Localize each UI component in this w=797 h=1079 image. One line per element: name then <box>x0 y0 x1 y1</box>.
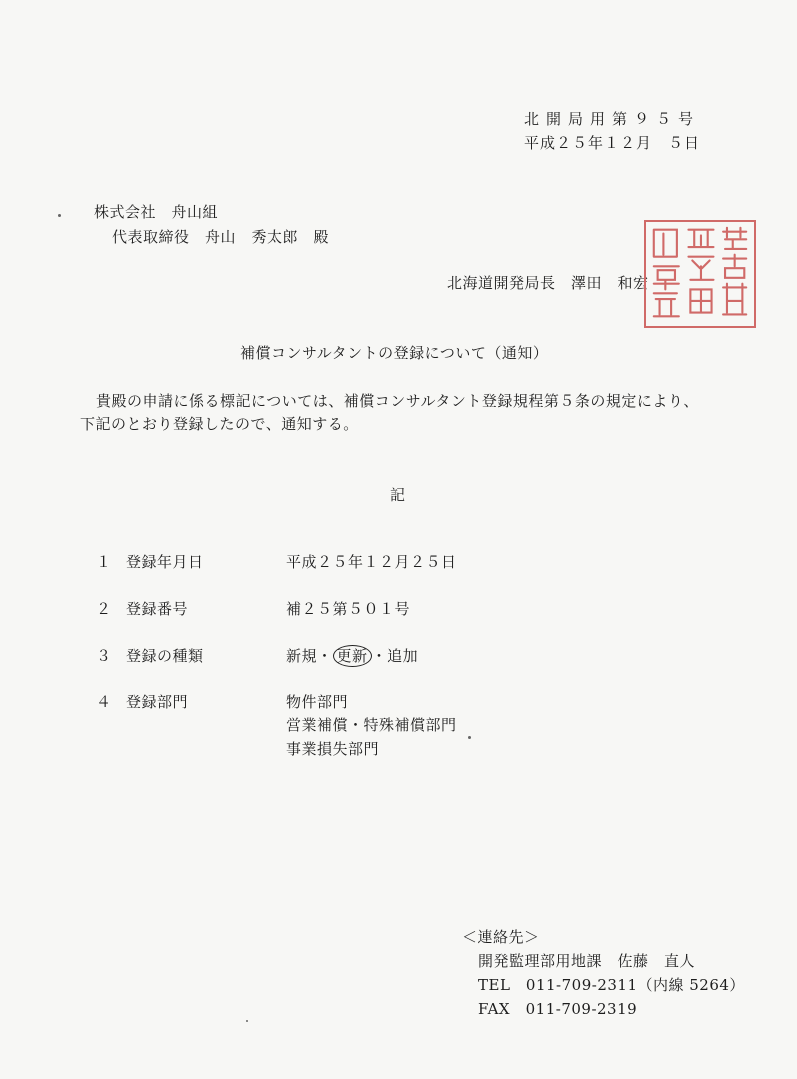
separator: ・ <box>371 647 388 665</box>
contact-department: 開発監理部用地課 佐藤 直人 <box>478 952 696 970</box>
ki-heading: 記 <box>390 486 406 504</box>
notice-title: 補償コンサルタントの登録について（通知） <box>240 344 549 362</box>
body-text-line-1: 貴殿の申請に係る標記については、補償コンサルタント登録規程第５条の規定により、 <box>96 392 699 410</box>
contact-heading: ＜連絡先＞ <box>462 928 540 946</box>
separator: ・ <box>317 647 333 665</box>
official-seal-stamp <box>644 220 756 328</box>
recipient-person: 代表取締役 舟山 秀太郎 殿 <box>112 228 330 246</box>
department-item: 事業損失部門 <box>286 740 380 758</box>
sender-name: 北海道開発局長 澤田 和宏 <box>447 274 649 292</box>
document-number: 北開局用第９５号 <box>524 110 701 128</box>
item-label-registration-department: 登録部門 <box>126 693 189 711</box>
option-renewal-circled: 更新 <box>333 645 372 667</box>
scan-speck <box>58 214 61 217</box>
scan-speck <box>468 736 471 739</box>
item-number: ２ <box>96 600 112 618</box>
scan-speck <box>246 1020 248 1022</box>
item-value-registration-number: 補２５第５０１号 <box>286 600 411 618</box>
registration-type-options <box>286 645 418 667</box>
contact-telephone: TEL 011-709-2311（内線 5264） <box>478 976 745 994</box>
department-item: 営業補償・特殊補償部門 <box>286 716 457 734</box>
department-item: 物件部門 <box>286 693 349 711</box>
recipient-company: 株式会社 舟山組 <box>94 203 219 221</box>
seal-glyphs-icon <box>646 222 754 326</box>
item-number: １ <box>96 553 112 571</box>
item-label-registration-date: 登録年月日 <box>126 553 204 571</box>
item-number: ４ <box>96 693 112 711</box>
document-date: 平成２５年１２月 ５日 <box>524 134 701 152</box>
item-number: ３ <box>96 647 112 665</box>
option-addition: 追加 <box>387 647 419 665</box>
item-value-registration-date: 平成２５年１２月２５日 <box>286 553 457 571</box>
item-label-registration-type: 登録の種類 <box>126 647 204 665</box>
option-new: 新規 <box>286 647 318 665</box>
body-text-line-2: 下記のとおり登録したので、通知する。 <box>80 415 359 433</box>
item-label-registration-number: 登録番号 <box>126 600 189 618</box>
contact-fax: FAX 011-709-2319 <box>478 1000 638 1018</box>
